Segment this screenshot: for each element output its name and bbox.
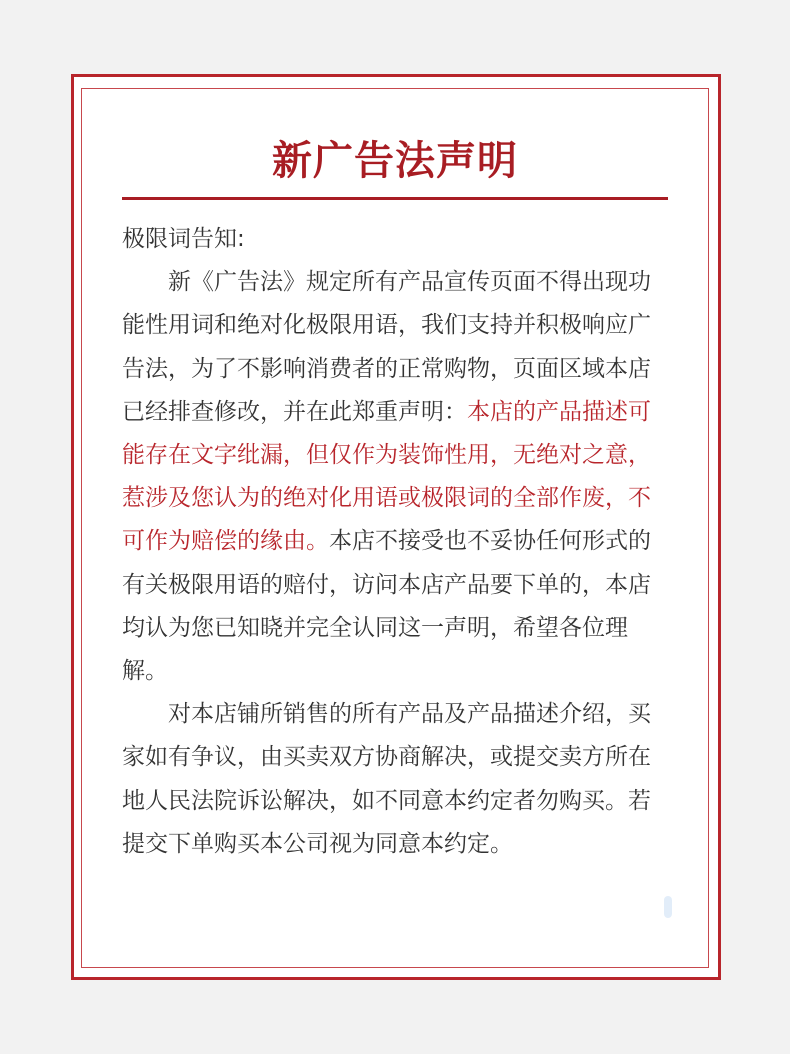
faint-watermark <box>664 896 672 918</box>
paragraph-1 <box>122 261 670 693</box>
paragraph-2: 对本店铺所销售的所有产品及产品描述介绍，买家如有争议，由买卖双方协商解决，或提交卖方所在地人民法院诉讼解决，如不同意本约定者勿购买。若提交下单购买本公司视为同意本约定。 <box>122 701 651 857</box>
title-underline <box>122 197 668 200</box>
notice-title: 新广告法声明 <box>272 138 518 184</box>
salutation: 极限词告知: <box>122 226 245 252</box>
paragraph-1-part-1: 新《广告法》规定所有产品宣传页面不得出现功能性用词和绝对化极限用语，我们支持并积极响应广告法，为了不影响消费者的正常购物，页面区域本店已经排查修改，并在此郑重声明： <box>122 269 651 425</box>
paragraph-1-part-2: 本店不接受也不妥协任何形式的有关极限用语的赔付，访问本店产品要下单的，本店均认为您已知晓并完全认同这一声明，希望各位理解。 <box>122 528 651 685</box>
notice-body <box>122 218 670 866</box>
disclaimer-highlight: 本店的产品描述可能存在文字纰漏，但仅作为装饰性用，无绝对之意，惹涉及您认为的绝对化用语或极限词的全部作废，不可作为赔偿的缘由。 <box>122 398 651 555</box>
